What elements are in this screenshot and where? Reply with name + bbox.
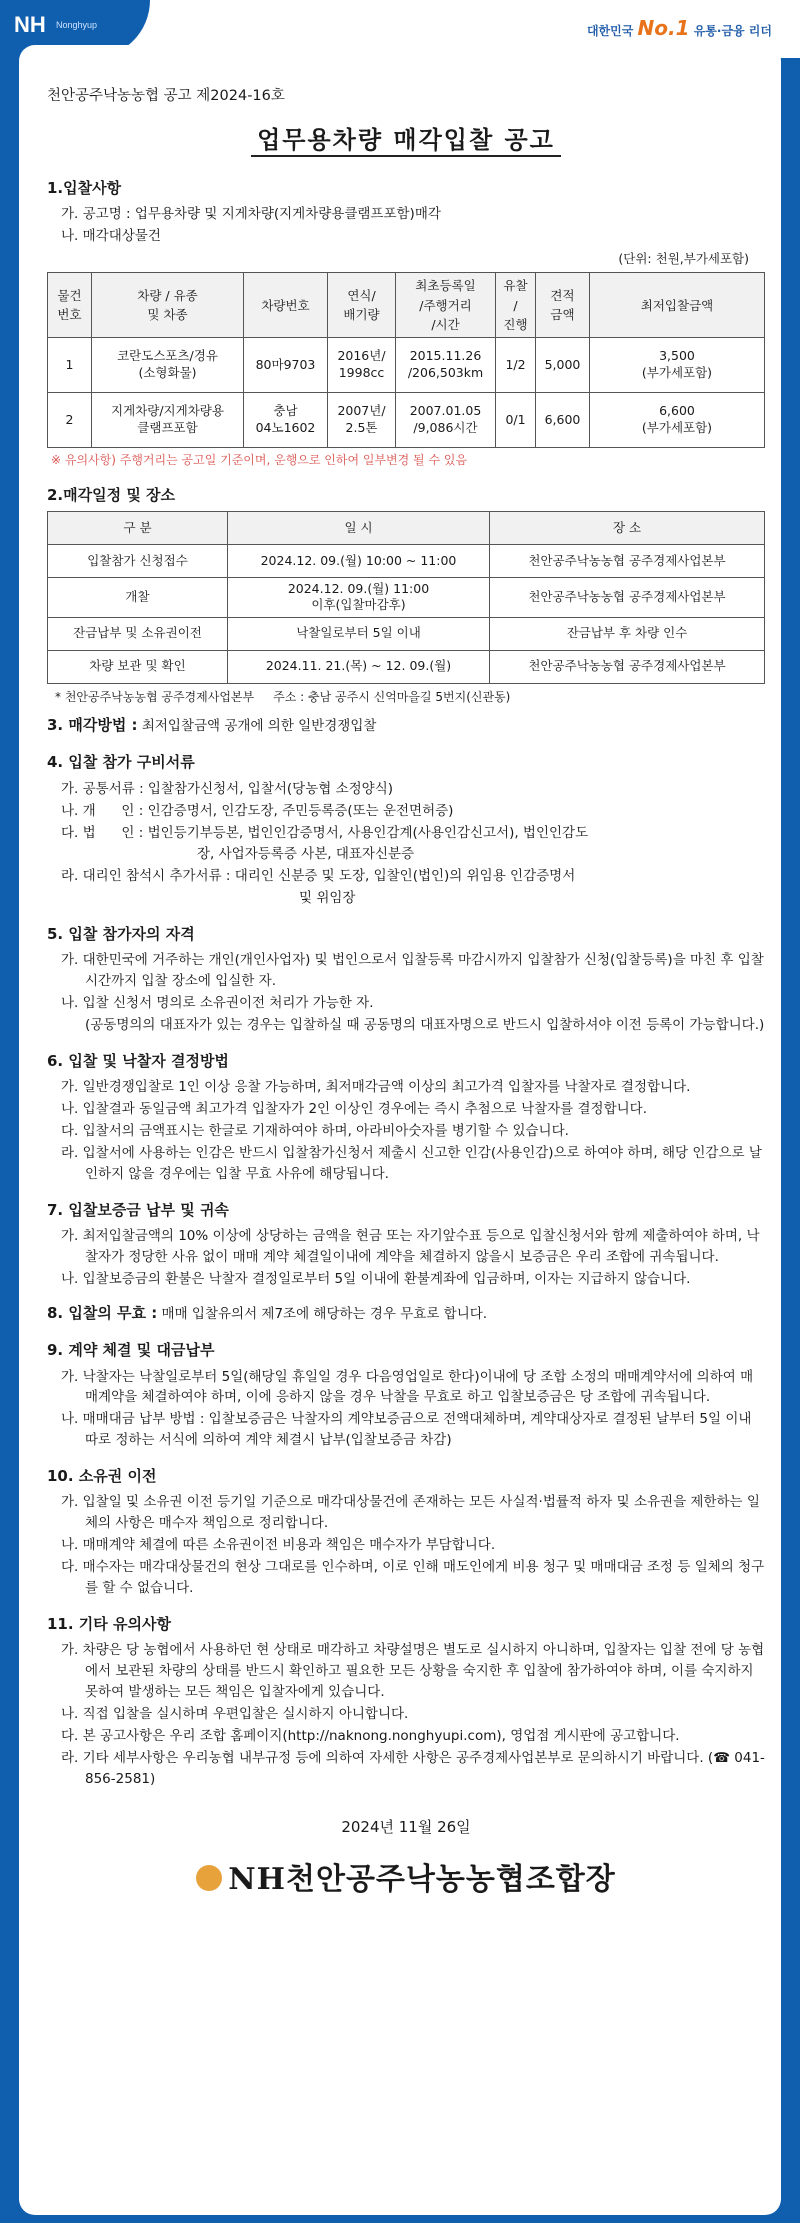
table-cell: 80마9703	[244, 338, 328, 393]
section-6-item: 다. 입찰서의 금액표시는 한글로 기재하여야 하며, 아라비아숫자를 병기할 수 있습니다.	[61, 1123, 569, 1140]
table-header-cell: 장 소	[490, 512, 765, 545]
nh-logo-subtext: Nonghyup	[56, 20, 98, 30]
table-header-row	[48, 273, 765, 338]
section-5-item: 나. 입찰 신청서 명의로 소유권이전 처리가 가능한 자.	[61, 995, 374, 1012]
table-cell: 개찰	[48, 578, 228, 618]
table-cell: 차량 보관 및 확인	[48, 650, 228, 683]
section-4-line: 및 위임장	[299, 890, 356, 907]
table-cell: 5,000	[536, 338, 590, 393]
table-header-cell: 견적 금액	[536, 273, 590, 338]
section-11-item: 라. 기타 세부사항은 우리농협 내부규정 등에 의하여 자세한 사항은 공주경제사업본부로 문의하시기 바랍니다. (☎ 041-856-2581)	[61, 1749, 765, 1787]
section-10-item: 나. 매매계약 체결에 따른 소유권이전 비용과 책임은 매수자가 부담합니다.	[61, 1537, 496, 1554]
table-cell: 2024.12. 09.(월) 10:00 ~ 11:00	[228, 545, 490, 578]
table-row	[48, 578, 765, 618]
notice-document	[19, 45, 781, 2215]
table-row	[48, 338, 765, 393]
section-11-heading: 11. 기타 유의사항	[47, 1615, 171, 1634]
table-cell: 2016년/ 1998cc	[328, 338, 396, 393]
schedule-table	[47, 511, 765, 684]
section-3-text: 최저입찰금액 공개에 의한 일반경쟁입찰	[137, 718, 377, 735]
table-cell: 잔금납부 후 차량 인수	[490, 617, 765, 650]
table-row	[48, 617, 765, 650]
table-cell: 2024.12. 09.(월) 11:00 이후(입찰마감후)	[228, 578, 490, 618]
section-1-item-a: 가. 공고명 : 업무용차량 및 지게차량(지게차량용클램프포함)매각	[61, 205, 441, 222]
table-header-cell: 물건 번호	[48, 273, 92, 338]
slogan-prefix: 대한민국	[586, 24, 634, 38]
unit-note: (단위: 천원,부가세포함)	[618, 250, 749, 266]
section-6-item: 나. 입찰결과 동일금액 최고가격 입찰자가 2인 이상인 경우에는 즉시 추첨으로 낙찰자를 결정합니다.	[61, 1101, 648, 1118]
table-cell: 코란도스포츠/경유 (소형화물)	[92, 338, 244, 393]
issuer-name: NH천안공주낙농농협조합장	[228, 1862, 616, 1898]
table-cell: 낙찰일로부터 5일 이내	[228, 617, 490, 650]
table-header-cell: 차량번호	[244, 273, 328, 338]
table-header-cell: 연식/ 배기량	[328, 273, 396, 338]
table-cell: 1/2	[496, 338, 536, 393]
section-4-line: 나. 개 인 : 인감증명서, 인감도장, 주민등록증(또는 운전면허증)	[61, 802, 454, 819]
section-8-heading: 8. 입찰의 무효 :	[47, 1304, 158, 1323]
table-cell: 충남 04노1602	[244, 393, 328, 448]
section-1-item-b: 나. 매각대상물건	[61, 227, 161, 244]
location-note: * 천안공주낙농농협 공주경제사업본부 주소 : 충남 공주시 신억마을길 5번지(신관동)	[55, 689, 511, 704]
table-row	[48, 545, 765, 578]
table-cell: 2	[48, 393, 92, 448]
table-header-cell: 유찰 / 진행	[496, 273, 536, 338]
section-10-item: 가. 입찰일 및 소유권 이전 등기일 기준으로 매각대상물건에 존재하는 모든 사실적·법률적 하자 및 소유권을 제한하는 일체의 사항은 매수자 책임으로 정리합니다.	[61, 1494, 760, 1532]
notice-number: 천안공주낙농농협 공고 제2024-16호	[47, 88, 285, 104]
table-cell: 천안공주낙농농협 공주경제사업본부	[490, 545, 765, 578]
section-7-heading: 7. 입찰보증금 납부 및 귀속	[47, 1201, 229, 1220]
table-cell: 2024.11. 21.(목) ~ 12. 09.(월)	[228, 650, 490, 683]
table-header-cell: 구 분	[48, 512, 228, 545]
table-cell: 천안공주낙농농협 공주경제사업본부	[490, 650, 765, 683]
table-cell: 1	[48, 338, 92, 393]
table-cell: 2007년/ 2.5톤	[328, 393, 396, 448]
section-8	[47, 1302, 765, 1325]
table-cell: 2007.01.05 /9,086시간	[396, 393, 496, 448]
slogan-no1: No.1	[637, 16, 690, 40]
table-cell: 천안공주낙농농협 공주경제사업본부	[490, 578, 765, 618]
table-header-cell: 일 시	[228, 512, 490, 545]
section-1-heading: 1.입찰사항	[47, 178, 122, 197]
mileage-note: ※ 유의사항) 주행거리는 공고일 기준이며, 운행으로 인하여 일부변경 될 수 있음	[51, 453, 468, 468]
section-11-item: 가. 차량은 당 농협에서 사용하던 현 상태로 매각하고 차량설명은 별도로 실시하지 아니하며, 입찰자는 입찰 전에 당 농협에서 보관된 차량의 상태를 반드시 확인하고 필요한 모든 상황을 숙지한 후 입찰에 참가하여야 하며, 이를 숙지하지 못하여 발생하는 모든 책임은 입찰자에게 있습니다.	[61, 1642, 765, 1701]
section-4-heading: 4. 입찰 참가 구비서류	[47, 753, 195, 772]
section-11-item: 나. 직접 입찰을 실시하며 우편입찰은 실시하지 아니합니다.	[61, 1706, 409, 1723]
table-header-cell: 최저입찰금액	[590, 273, 765, 338]
section-4-line: 장, 사업자등록증 사본, 대표자신분증	[197, 846, 415, 863]
table-header-cell: 최초등록일 /주행거리 /시간	[396, 273, 496, 338]
section-5-item: (공동명의의 대표자가 있는 경우는 입찰하실 때 공동명의 대표자명으로 반드시 입찰하셔야 이전 등록이 가능합니다.)	[85, 1017, 765, 1034]
table-cell: 입찰참가 신청접수	[48, 545, 228, 578]
table-cell: 6,600 (부가세포함)	[590, 393, 765, 448]
document-title	[47, 121, 765, 158]
section-10-heading: 10. 소유권 이전	[47, 1467, 157, 1486]
table-cell: 잔금납부 및 소유권이전	[48, 617, 228, 650]
notice-date: 2024년 11월 26일	[341, 1817, 471, 1836]
title-text: 업무용차량 매각입찰 공고	[251, 125, 561, 157]
section-7-item: 나. 입찰보증금의 환불은 낙찰자 결정일로부터 5일 이내에 환불계좌에 입금하며, 이자는 지급하지 않습니다.	[61, 1271, 691, 1288]
section-2-heading: 2.매각일정 및 장소	[47, 485, 176, 504]
section-8-text: 매매 입찰유의서 제7조에 해당하는 경우 무효로 합니다.	[157, 1306, 488, 1323]
table-header-row	[48, 512, 765, 545]
table-cell: 6,600	[536, 393, 590, 448]
table-header-cell: 차량 / 유종 및 차종	[92, 273, 244, 338]
section-4-line: 가. 공통서류 : 입찰참가신청서, 입찰서(당농협 소정양식)	[61, 780, 394, 797]
issuer-signature	[47, 1857, 765, 1904]
section-4-line: 다. 법 인 : 법인등기부등본, 법인인감증명서, 사용인감계(사용인감신고서), 법인인감도	[61, 824, 589, 841]
section-6-heading: 6. 입찰 및 낙찰자 결정방법	[47, 1052, 229, 1071]
section-6-item: 라. 입찰서에 사용하는 인감은 반드시 입찰참가신청서 제출시 신고한 인감(사용인감)으로 하여야 하며, 해당 인감으로 날인하지 않을 경우에는 입찰 무효 사유에 해당됩니다.	[61, 1145, 762, 1183]
table-cell: 0/1	[496, 393, 536, 448]
section-9-item: 나. 매매대금 납부 방법 : 입찰보증금은 낙찰자의 계약보증금으로 전액대체하며, 계약대상자로 결정된 날부터 5일 이내 따로 정하는 서식에 의하여 계약 체결시 납부(입찰보증금 차감)	[61, 1411, 752, 1449]
section-7-item: 가. 최저입찰금액의 10% 이상에 상당하는 금액을 현금 또는 자기앞수표 등으로 입찰신청서와 함께 제출하여야 하며, 낙찰자가 정당한 사유 없이 매매 계약 체결일이내에 계약을 체결하지 않을시 보증금은 우리 조합에 귀속됩니다.	[61, 1228, 760, 1266]
section-5-heading: 5. 입찰 참가자의 자격	[47, 925, 195, 944]
table-cell: 3,500 (부가세포함)	[590, 338, 765, 393]
section-3-heading: 3. 매각방법 :	[47, 716, 138, 735]
section-9-item: 가. 낙찰자는 낙찰일로부터 5일(해당일 휴일일 경우 다음영업일로 한다)이내에 당 조합 소정의 매매계약서에 의하여 매매계약을 체결하여야 하며, 이에 응하지 않을 경우 낙찰을 무효로 하고 입찰보증금은 당 조합에 귀속됩니다.	[61, 1368, 754, 1406]
section-6-item: 가. 일반경쟁입찰로 1인 이상 응찰 가능하며, 최저매각금액 이상의 최고가격 입찰자를 낙찰자로 결정합니다.	[61, 1079, 691, 1096]
table-cell: 2015.11.26 /206,503km	[396, 338, 496, 393]
section-3	[47, 714, 765, 737]
nh-emblem-icon	[196, 1865, 222, 1891]
header-slogan	[587, 16, 772, 40]
sale-items-table	[47, 272, 765, 448]
section-4-line: 라. 대리인 참석시 추가서류 : 대리인 신분증 및 도장, 입찰인(법인)의 위임용 인감증명서	[61, 868, 576, 885]
nh-logo-text: NH	[14, 12, 46, 37]
slogan-suffix: 유통·금융 리더	[693, 24, 772, 38]
section-5-item: 가. 대한민국에 거주하는 개인(개인사업자) 및 법인으로서 입찰등록 마감시까지 입찰참가 신청(입찰등록)을 마친 후 입찰시간까지 입찰 장소에 입실한 자.	[61, 952, 764, 990]
section-10-item: 다. 매수자는 매각대상물건의 현상 그대로를 인수하며, 이로 인해 매도인에게 비용 청구 및 매매대금 조정 등 일체의 청구를 할 수 없습니다.	[61, 1559, 765, 1597]
section-9-heading: 9. 계약 체결 및 대금납부	[47, 1341, 215, 1360]
document-body	[47, 85, 765, 1904]
table-cell: 지게차량/지게차량용 클램프포함	[92, 393, 244, 448]
table-row	[48, 393, 765, 448]
section-11-item: 다. 본 공고사항은 우리 조합 홈페이지(http://naknong.nonghyupi.com), 영업점 게시판에 공고합니다.	[61, 1728, 680, 1745]
table-row	[48, 650, 765, 683]
